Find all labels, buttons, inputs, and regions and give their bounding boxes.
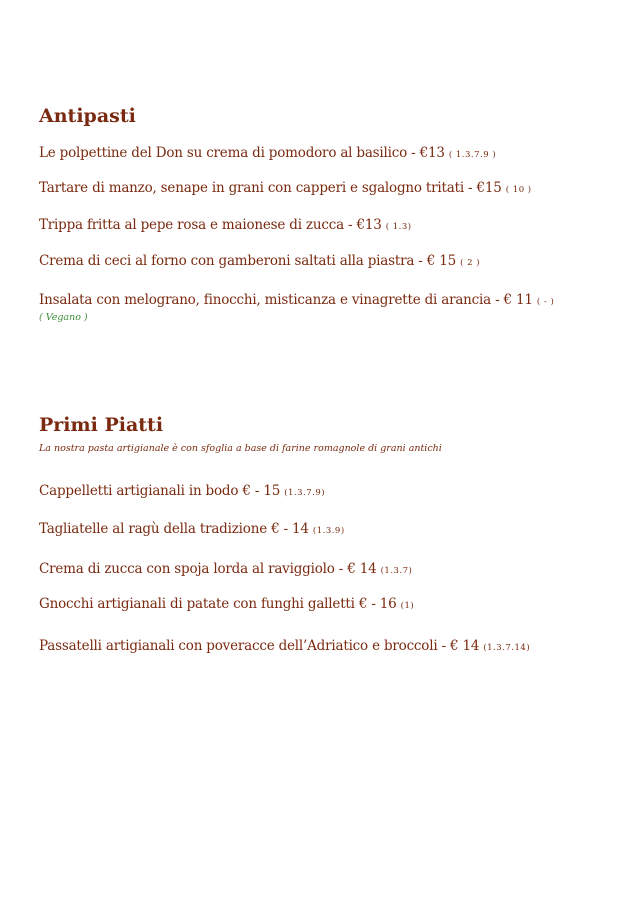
- menu-item-name: Le polpettine del Don su crema di pomodoro al basilico - €13: [39, 145, 445, 161]
- menu-item: [39, 521, 345, 537]
- menu-item: [39, 483, 325, 499]
- section-subtitle: La nostra pasta artigianale è con sfoglia a base di farine romagnole di grani antichi: [39, 443, 442, 454]
- allergen-codes: (1.3.7): [380, 566, 413, 576]
- menu-item-name: Insalata con melograno, finocchi, misticanza e vinagrette di arancia - € 11: [39, 292, 533, 308]
- menu-item-name: Crema di zucca con spoja lorda al raviggiolo - € 14: [39, 561, 377, 577]
- allergen-codes: ( 1.3): [385, 222, 412, 232]
- menu-item-name: Passatelli artigianali con poveracce dell’Adriatico e broccoli - € 14: [39, 638, 480, 654]
- menu-item: [39, 180, 532, 196]
- menu-item-name: Gnocchi artigianali di patate con funghi galletti € - 16: [39, 596, 397, 612]
- menu-item: [39, 145, 496, 161]
- allergen-codes: (1.3.7.14): [483, 643, 531, 653]
- menu-item: [39, 638, 530, 654]
- allergen-codes: (1): [400, 601, 415, 611]
- menu-item-name: Cappelletti artigianali in bodo € - 15: [39, 483, 281, 499]
- allergen-codes: (1.3.9): [312, 526, 345, 536]
- menu-item: [39, 217, 412, 233]
- section-title-antipasti: Antipasti: [39, 105, 136, 127]
- allergen-codes: ( 1.3.7.9 ): [448, 150, 497, 160]
- menu-item-name: Tartare di manzo, senape in grani con capperi e sgalogno tritati - €15: [39, 180, 502, 196]
- allergen-codes: ( 10 ): [505, 185, 532, 195]
- section-title-primi-piatti: Primi Piatti: [39, 414, 164, 436]
- menu-item: [39, 292, 554, 308]
- menu-item-name: Trippa fritta al pepe rosa e maionese di zucca - €13: [39, 217, 382, 233]
- allergen-codes: ( 2 ): [460, 258, 481, 268]
- vegan-tag: ( Vegano ): [39, 312, 88, 323]
- allergen-codes: ( - ): [536, 297, 555, 307]
- menu-item: [39, 253, 480, 269]
- menu-item: [39, 596, 414, 612]
- allergen-codes: (1.3.7.9): [284, 488, 326, 498]
- menu-item-name: Tagliatelle al ragù della tradizione € - 14: [39, 521, 309, 537]
- menu-item: [39, 561, 412, 577]
- menu-item-name: Crema di ceci al forno con gamberoni saltati alla piastra - € 15: [39, 253, 457, 269]
